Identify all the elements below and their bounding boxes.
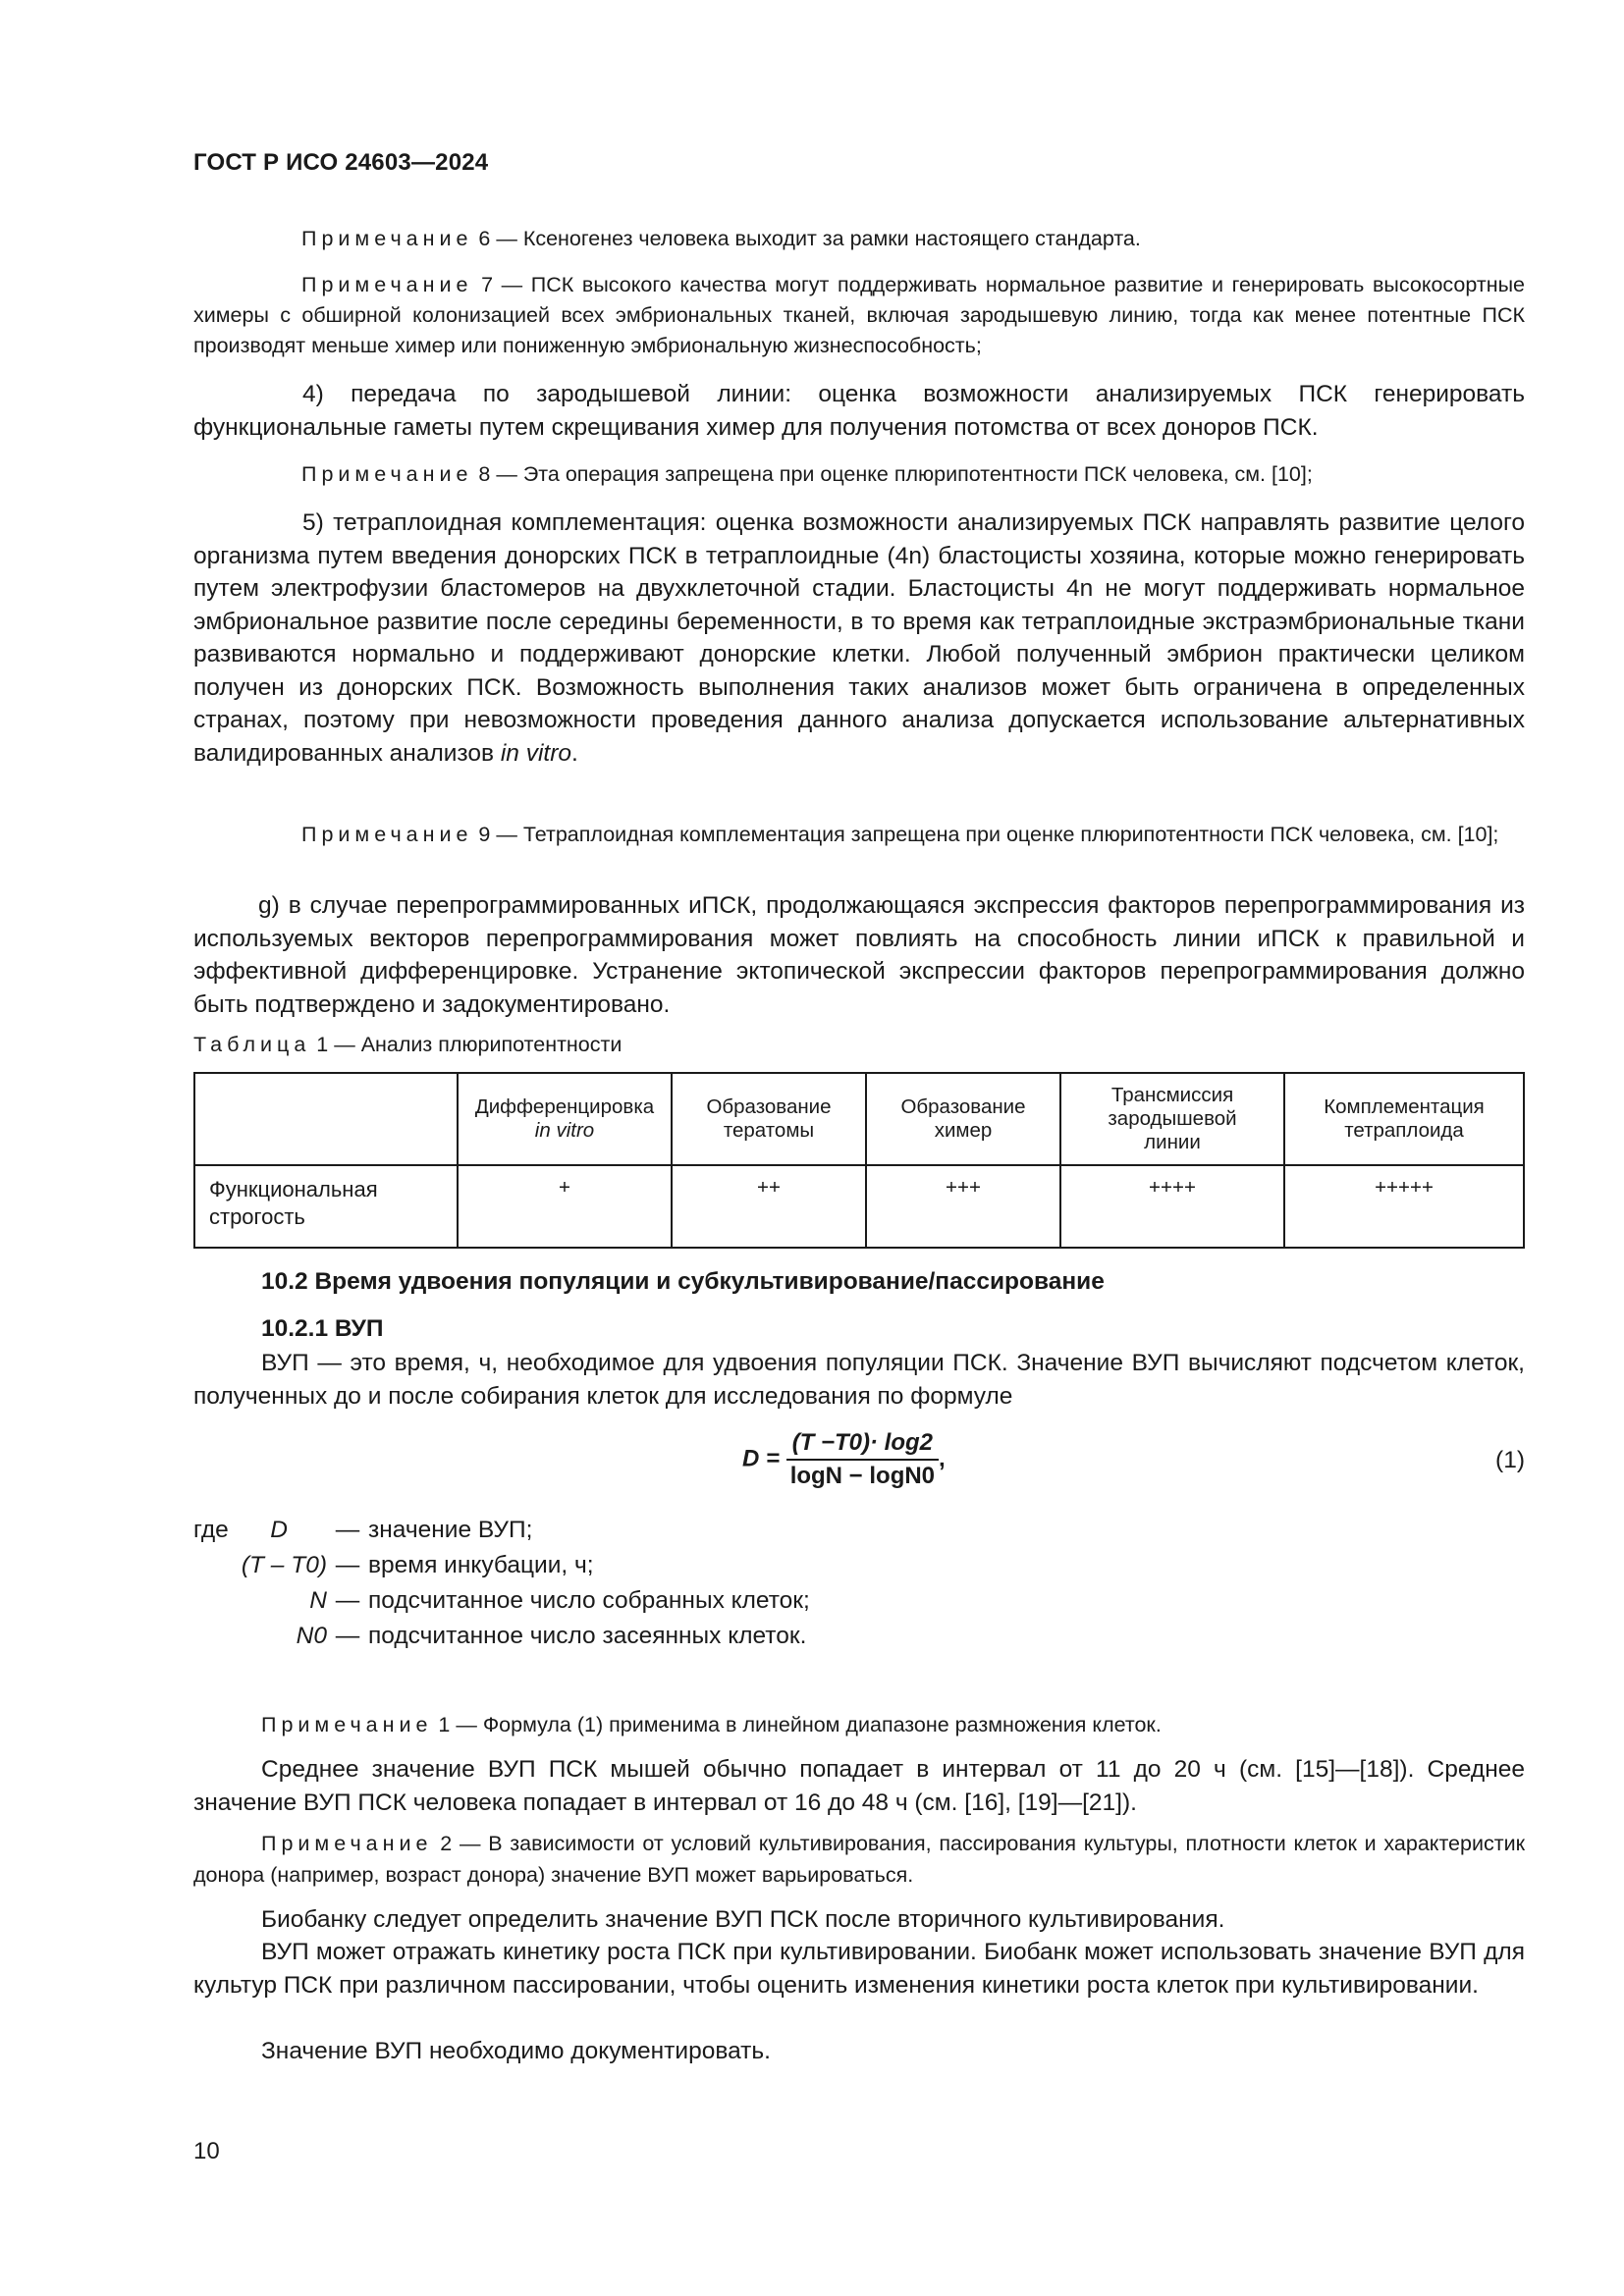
where-symbol: D	[270, 1517, 288, 1543]
document-header: ГОСТ Р ИСО 24603—2024	[193, 149, 489, 176]
table-header-row	[194, 1073, 1524, 1165]
item-4-paragraph: 4) передача по зародышевой линии: оценка возможности анализируемых ПСК генерировать функциональные гаметы путем скрещивания химер для получения потомства от всех доноров ПСК.	[193, 381, 1525, 441]
where-item: (T – T0) — время инкубации, ч;	[193, 1548, 810, 1583]
note-formula-1: Примечание 1 — Формула (1) применима в линейном диапазоне размножения клеток.	[261, 1713, 1162, 1736]
item-5-paragraph: 5) тетраплоидная комплементация: оценка возможности анализируемых ПСК направлять развитие целого организма путем введения донорских ПСК в тетраплоидные (4n) бластоцисты хозяина, которые можно генерировать путем электрофузии бластомеров на двухклеточной стадии. Бластоцисты 4n не могут поддерживать нормальное эмбриональное развитие после середины беременности, в то время как тетраплоидные экстраэмбриональные ткани развиваются нормально и поддерживают донорские клетки. Любой полученный эмбрион практически целиком получен из донорских ПСК. Возможность выполнения таких анализов может быть ограничена в определенных странах, поэтому при невозможности проведения данного анализа допускается использование альтернативных валидированных анализов in vitro.	[193, 509, 1525, 767]
table-corner-cell	[194, 1073, 458, 1165]
table-row-label: Функциональная строгость	[194, 1165, 458, 1248]
formula-numerator: (T −T0)· log2	[791, 1429, 934, 1456]
biobank-paragraph-1: Биобанку следует определить значение ВУП ПСК после вторичного культивирования.	[261, 1906, 1225, 1933]
table-row	[194, 1165, 1524, 1248]
note-9: Примечание 9 — Тетраплоидная комплементация запрещена при оценке плюрипотентности ПСК человека, см. [10];	[301, 823, 1499, 846]
where-item: N0 — подсчитанное число засеянных клеток.	[193, 1619, 810, 1654]
where-symbol: N0	[296, 1623, 327, 1649]
mean-vup-paragraph: Среднее значение ВУП ПСК мышей обычно попадает в интервал от 11 до 20 ч (см. [15]—[18]). Среднее значение ВУП ПСК человека попадает в интервал от 16 до 48 ч (см. [16], [19]—[21]).	[193, 1756, 1525, 1816]
where-item: где D — значение ВУП;	[193, 1513, 810, 1548]
note-7: Примечание 7 — ПСК высокого качества могут поддерживать нормальное развитие и генерировать высокосортные химеры с обширной колонизацией всех эмбриональных тканей, включая зародышевую линию, тогда как менее потентные ПСК производят меньше химер или пониженную эмбриональную жизнеспособность;	[193, 273, 1525, 357]
fraction-bar	[786, 1459, 939, 1461]
where-symbol: (T – T0)	[241, 1552, 327, 1578]
note-formula-2: Примечание 2 — В зависимости от условий культивирования, пассирования культуры, плотности клеток и характеристик донора (например, возраст донора) значение ВУП может варьироваться.	[193, 1832, 1525, 1887]
table-header-cell: Образование тератомы	[672, 1073, 866, 1165]
table-cell: ++++	[1060, 1165, 1284, 1248]
formula-number: (1)	[1495, 1447, 1525, 1473]
documentation-paragraph: Значение ВУП необходимо документировать.	[261, 2038, 771, 2064]
table-cell: +++++	[1284, 1165, 1524, 1248]
note-8: Примечание 8 — Эта операция запрещена при оценке плюрипотентности ПСК человека, см. [10];	[301, 462, 1313, 486]
where-item: N — подсчитанное число собранных клеток;	[193, 1583, 810, 1619]
vup-definition-paragraph: ВУП — это время, ч, необходимое для удвоения популяции ПСК. Значение ВУП вычисляют подсчетом клеток, полученных до и после собирания клеток для исследования по формуле	[193, 1350, 1525, 1410]
page-number: 10	[193, 2138, 220, 2164]
table-cell: +++	[866, 1165, 1060, 1248]
table-header-cell: Комплементация тетраплоида	[1284, 1073, 1524, 1165]
pluripotency-table	[193, 1072, 1525, 1249]
table-header-cell: Образование химер	[866, 1073, 1060, 1165]
table-cell: ++	[672, 1165, 866, 1248]
where-list	[193, 1513, 810, 1654]
formula-lhs: D =	[742, 1445, 781, 1472]
note-6: Примечание 6 — Ксеногенез человека выходит за рамки настоящего стандарта.	[301, 227, 1141, 250]
formula-1	[742, 1429, 946, 1490]
table-caption: Таблица 1 — Анализ плюрипотентности	[193, 1033, 623, 1056]
formula-denominator: logN − logN0	[789, 1463, 936, 1489]
biobank-paragraph-2: ВУП может отражать кинетику роста ПСК при культивировании. Биобанк может использовать значение ВУП для культур ПСК при различном пассировании, чтобы оценить изменения кинетики роста клеток при культивировании.	[193, 1939, 1525, 1999]
item-g-paragraph: g) в случае перепрограммированных иПСК, продолжающаяся экспрессия факторов перепрограммирования из используемых векторов перепрограммирования может повлиять на способность линии иПСК к правильной и эффективной дифференцировке. Устранение эктопической экспрессии факторов перепрограммирования должно быть подтверждено и задокументировано.	[193, 892, 1525, 1018]
table-cell: +	[458, 1165, 672, 1248]
section-heading-10-2-1: 10.2.1 ВУП	[261, 1315, 384, 1342]
formula-comma: ,	[939, 1445, 946, 1472]
table-header-cell: Дифференцировка in vitro	[458, 1073, 672, 1165]
where-symbol: N	[309, 1587, 327, 1614]
where-word: где	[193, 1517, 229, 1543]
table-header-cell: Трансмиссия зародышевой линии	[1060, 1073, 1284, 1165]
formula-fraction	[786, 1429, 939, 1490]
section-heading-10-2: 10.2 Время удвоения популяции и субкультивирование/пассирование	[261, 1268, 1105, 1295]
